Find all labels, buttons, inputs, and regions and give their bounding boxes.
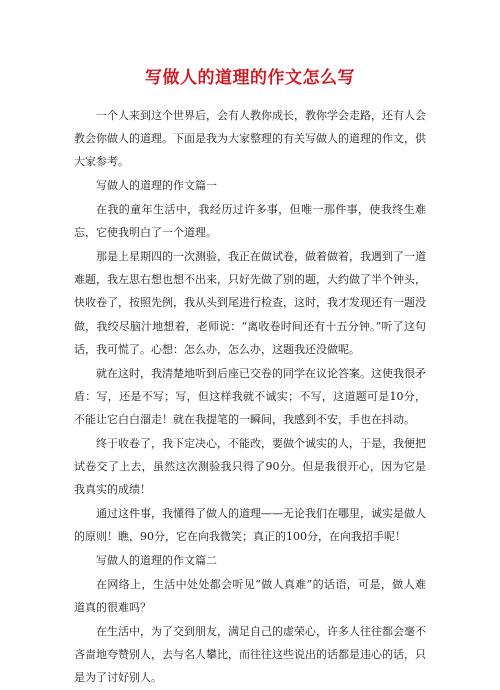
- paragraph: 通过这件事，我懂得了做人的道理——无论我们在哪里，诚实是做人的原则！瞧，90分，它在向我微笑；真正的100分，在向我招手呢！: [74, 507, 426, 544]
- paragraph: 就在这时，我清楚地听到后座已交卷的同学在议论答案。这使我很矛盾：写，还是不写；写，但这样我就不诚实；不写，这道题可是10分，不能让它白白溜走！就在我提笔的一瞬间，我感到不安，手也在抖动。: [74, 366, 426, 427]
- paragraph-intro: 一个人来到这个世界后，会有人教你成长，教你学会走路，还有人会教会你做人的道理。下面是我为大家整理的有关写做人的道理的作文，供大家参考。: [74, 109, 426, 169]
- document-title: 写做人的道理的作文怎么写: [145, 68, 355, 88]
- document-body: [74, 104, 426, 690]
- paragraph: 在网络上，生活中处处都会听见“做人真难”的话语，可是，做人难道真的很难吗？: [74, 577, 426, 615]
- paragraph: 那是上星期四的一次测验，我正在做试卷，做着做着，我遇到了一道难题，我左思右想也想不出来，只好先做了别的题，大约做了半个钟头，快收卷了，按照先例，我从头到尾进行检查，这时，我才发现还有一题没做，我绞尽脑汁地想着，老师说：“离收卷时间还有十五分钟。”听了这句话，我可慌了。心想：怎么办，怎么办，这题我还没做呢。: [74, 250, 426, 356]
- section-heading-1: 写做人的道理的作文篇一: [96, 179, 217, 193]
- paragraph: 在我的童年生活中，我经历过许多事，但唯一那件事，使我终生难忘，它使我明白了一个道理。: [74, 203, 426, 240]
- paragraph: 在生活中，为了交到朋友，满足自己的虚荣心，许多人往往都会毫不吝啬地夸赞别人，去与名人攀比，而往往这些说出的话都是违心的话，只是为了讨好别人。: [74, 624, 426, 685]
- paragraph: 终于收卷了，我下定决心，不能改，要做个诚实的人，于是，我便把试卷交了上去，虽然这次测验我只得了90分。但是我很开心，因为它是我真实的成绩！: [74, 436, 426, 497]
- section-heading-2: 写做人的道理的作文篇二: [96, 554, 217, 568]
